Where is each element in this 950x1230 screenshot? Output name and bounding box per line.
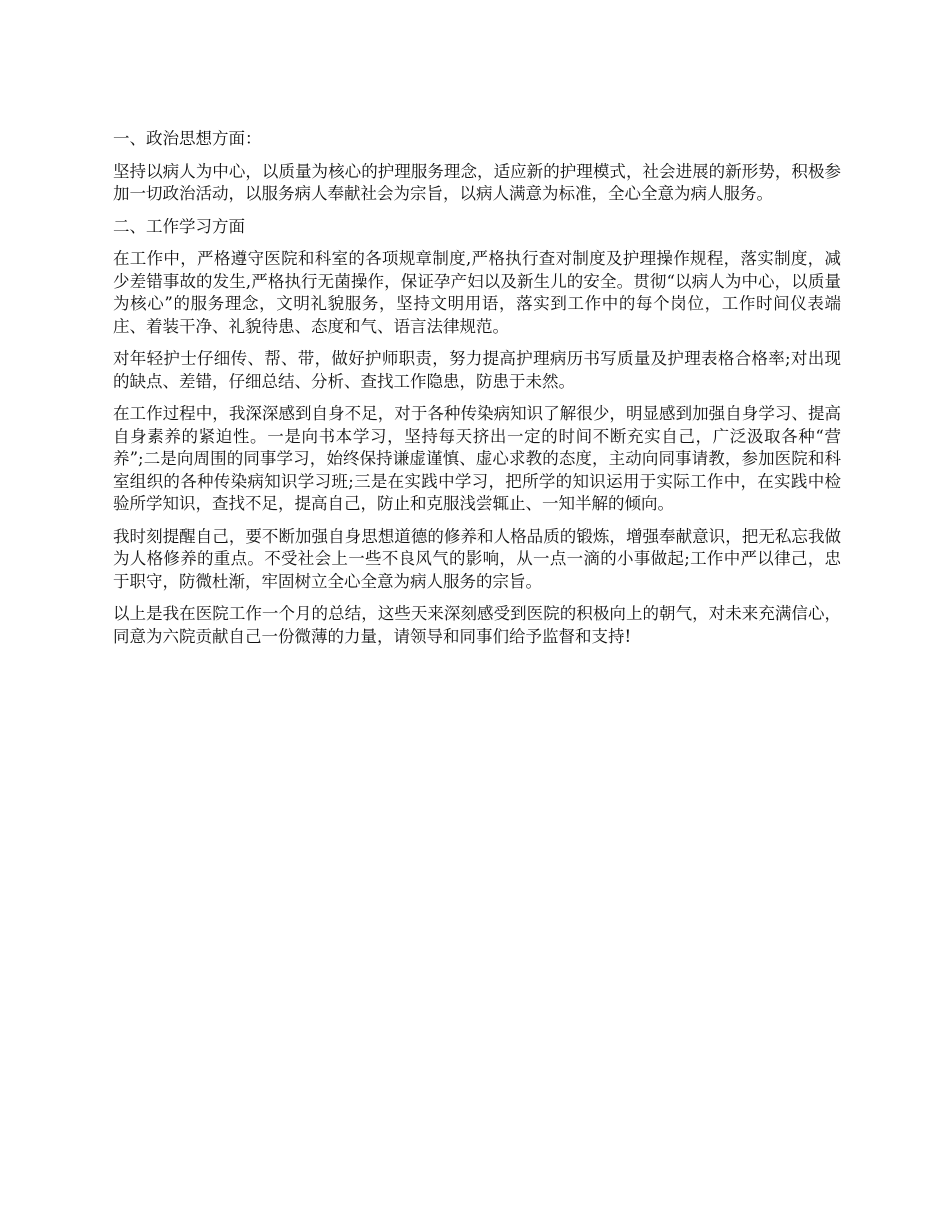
section-heading-work-study: 二、工作学习方面 xyxy=(113,216,245,236)
paragraph-political-thought: 坚持以病人为中心，以质量为核心的护理服务理念，适应新的护理模式，社会进展的新形势，积极参加一切政治活动，以服务病人奉献社会为宗旨，以病人满意为标准，全心全意为病人服务。 xyxy=(113,161,841,203)
section-heading-political: 一、政治思想方面： xyxy=(113,129,262,148)
paragraph-conclusion: 以上是我在医院工作一个月的总结，这些天来深刻感受到医院的积极向上的朝气，对未来充满信心，同意为六院贡献自己一份微薄的力量，请领导和同事们给予监督和支持! xyxy=(113,604,841,646)
paragraph-work-rules: 在工作中，严格遵守医院和科室的各项规章制度,严格执行查对制度及护理操作规程，落实制度，减少差错事故的发生,严格执行无菌操作，保证孕产妇以及新生儿的安全。贯彻“以病人为中心，以质量为核心”的服务理念，文明礼貌服务，坚持文明用语，落实到工作中的每个岗位，工作时间仪表端庄、着装干净、礼貌待患、态度和气、语言法律规范。 xyxy=(113,249,841,336)
paragraph-mentoring: 对年轻护士仔细传、帮、带，做好护师职责，努力提高护理病历书写质量及护理表格合格率;对出现的缺点、差错，仔细总结、分析、查找工作隐患，防患于未然。 xyxy=(113,349,841,391)
paragraph-self-discipline: 我时刻提醒自己，要不断加强自身思想道德的修养和人格品质的锻炼，增强奉献意识，把无私忘我做为人格修养的重点。不受社会上一些不良风气的影响，从一点一滴的小事做起;工作中严以律己，忠于职守，防微杜渐，牢固树立全心全意为病人服务的宗旨。 xyxy=(113,526,841,591)
paragraph-self-study: 在工作过程中，我深深感到自身不足，对于各种传染病知识了解很少，明显感到加强自身学习、提高自身素养的紧迫性。一是向书本学习，坚持每天挤出一定的时间不断充实自己，广泛汲取各种“营养”;二是向周围的同事学习，始终保持谦虚谨慎、虚心求教的态度，主动向同事请教，参加医院和科室组织的各种传染病知识学习班;三是在实践中学习，把所学的知识运用于实际工作中，在实践中检验所学知识，查找不足，提高自己，防止和克服浅尝辄止、一知半解的倾向。 xyxy=(113,404,841,513)
document-body xyxy=(113,128,841,658)
